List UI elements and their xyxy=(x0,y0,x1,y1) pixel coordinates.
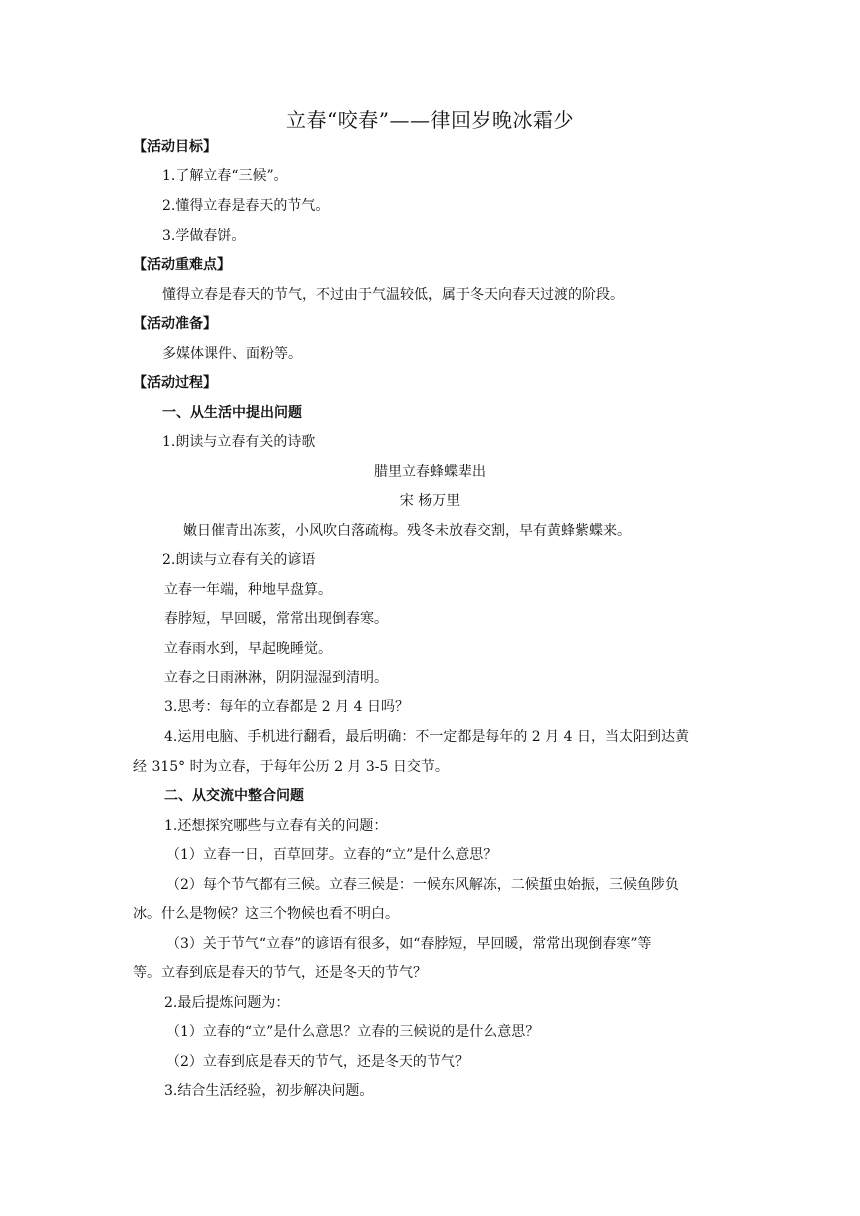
part-2-item-3: 3.结合生活经验，初步解决问题。 xyxy=(164,1083,374,1099)
proverb-3: 立春雨水到，早起晚睡觉。 xyxy=(164,641,332,657)
part-2-item-1: 1.还想探究哪些与立春有关的问题： xyxy=(164,818,388,834)
process-heading: 【活动过程】 xyxy=(133,375,217,391)
goals-heading: 【活动目标】 xyxy=(133,139,217,155)
goal-item-1: 1.了解立春“三候”。 xyxy=(162,168,288,184)
part-1-item-1: 1.朗读与立春有关的诗歌 xyxy=(162,434,316,450)
poem-text: 嫩日催青出冻荄，小风吹白落疏梅。残冬未放春交割，早有黄蜂紫蝶来。 xyxy=(183,523,631,539)
question-3-line-2: 等。立春到底是春天的节气，还是冬天的节气？ xyxy=(133,965,427,981)
key-points-heading: 【活动重难点】 xyxy=(133,257,231,273)
part-2-heading: 二、从交流中整合问题 xyxy=(164,788,304,804)
goal-item-2: 2.懂得立春是春天的节气。 xyxy=(162,198,330,214)
part-2-item-2: 2.最后提炼问题为： xyxy=(164,995,290,1011)
refined-question-1: （1）立春的“立”是什么意思？立春的三候说的是什么意思？ xyxy=(166,1024,540,1040)
part-1-heading: 一、从生活中提出问题 xyxy=(162,405,302,421)
part-1-item-4-line-1: 4.运用电脑、手机进行翻看，最后明确：不一定都是每年的 2 月 4 日，当太阳到达黄 xyxy=(164,729,689,745)
question-2-line-1: （2）每个节气都有三候。立春三候是：一候东风解冻，二候蜇虫始振，三候鱼陟负 xyxy=(166,877,679,893)
refined-question-2: （2）立春到底是春天的节气，还是冬天的节气？ xyxy=(166,1054,469,1070)
preparation-heading: 【活动准备】 xyxy=(133,316,217,332)
question-3-line-1: （3）关于节气“立春”的谚语有很多，如“春脖短，早回暖，常常出现倒春寒”等 xyxy=(166,936,652,952)
poem-author: 宋 杨万里 xyxy=(399,493,461,509)
part-1-item-2: 2.朗读与立春有关的谚语 xyxy=(162,552,316,568)
part-1-item-3: 3.思考：每年的立春都是 2 月 4 日吗？ xyxy=(164,699,409,715)
poem-title: 腊里立春蜂蝶辈出 xyxy=(374,464,486,480)
goal-item-3: 3.学做春饼。 xyxy=(162,228,246,244)
preparation-text: 多媒体课件、面粉等。 xyxy=(162,346,302,362)
proverb-4: 立春之日雨淋淋，阴阴湿湿到清明。 xyxy=(164,670,388,686)
document-title: 立春“咬春”——律回岁晚冰霜少 xyxy=(286,108,574,132)
part-1-item-4-line-2: 经 315° 时为立春，于每年公历 2 月 3-5 日交节。 xyxy=(133,759,449,775)
question-1: （1）立春一日，百草回芽。立春的“立”是什么意思？ xyxy=(166,847,498,863)
proverb-1: 立春一年端，种地早盘算。 xyxy=(164,582,332,598)
key-points-text: 懂得立春是春天的节气，不过由于气温较低，属于冬天向春天过渡的阶段。 xyxy=(162,287,624,303)
question-2-line-2: 冰。什么是物候？这三个物候也看不明白。 xyxy=(133,906,399,922)
proverb-2: 春脖短，早回暖，常常出现倒春寒。 xyxy=(164,611,388,627)
